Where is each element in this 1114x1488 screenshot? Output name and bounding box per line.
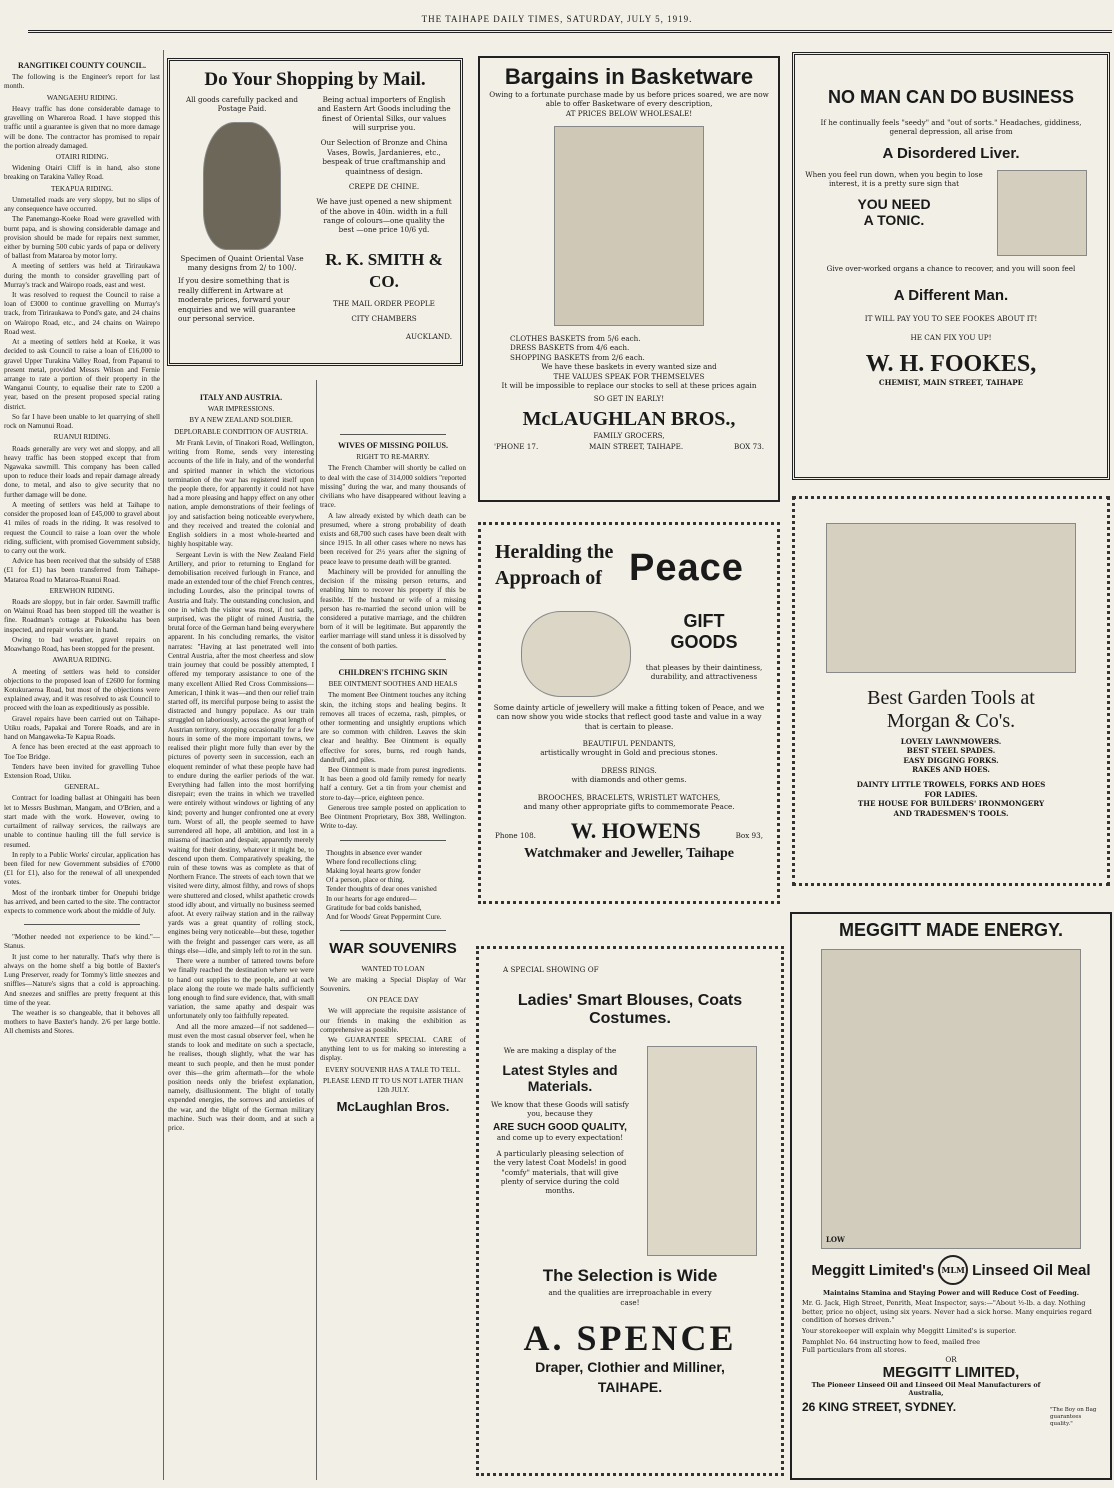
howens-title2: Approach of	[495, 567, 602, 589]
fookes-title: NO MAN CAN DO BUSINESS	[827, 87, 1074, 107]
poem-line: Thoughts in absence ever wander	[326, 848, 423, 857]
council-column	[4, 58, 160, 1478]
rksmith-name: R. K. SMITH & CO.	[325, 249, 443, 291]
rksmith-sub1: THE MAIL ORDER PEOPLE	[333, 298, 435, 308]
rksmith-vase-caption: Specimen of Quaint Oriental Vase many designs from 2/ to 100/.	[180, 253, 304, 273]
italy-sub2: BY A NEW ZEALAND SOLDIER.	[189, 416, 293, 425]
basketware-title: Bargains in Basketware	[504, 64, 754, 89]
awarua-text-2: Gravel repairs have been carried out on Taihape-Utiku roads, Papakai and Torere Roads, and are in hand on Mangaweka-Te Kapua Roads.	[4, 714, 160, 742]
ruanui-text-2: A meeting of settlers was held at Taihape to consider the proposed loan of £45,000 to gravel about 41 miles of roads in the riding. It was resolved to request the Council to raise a loan over the whole riding, sufficient, with promised Government subsidy, to carry out the work.	[4, 500, 160, 555]
howens-title1: Heralding the	[495, 541, 614, 563]
wangaehu-heading: WANGAEHU RIDING.	[46, 93, 118, 102]
howens-phone: Phone 108.	[495, 831, 536, 841]
fookes-ad	[792, 52, 1110, 480]
meggitt-particulars: Full particulars from all stores.	[802, 1346, 907, 1355]
poem-line: Making loyal hearts grow fonder	[326, 867, 421, 875]
howens-brooches: BROOCHES, BRACELETS, WRISTLET WATCHES,	[537, 792, 721, 802]
council-title: RANGITIKEI COUNTY COUNCIL.	[18, 61, 146, 70]
fookes-different: A Different Man.	[893, 287, 1009, 305]
column-divider	[316, 380, 317, 1480]
baxter-quote: "Mother needed not experience to be kind."—Stanus.	[4, 933, 160, 951]
howens-goods: GOODS	[670, 632, 738, 652]
poem-line: Tender thoughts of dear ones vanished	[326, 885, 437, 894]
rksmith-packed: All goods carefully packed and Postage Paid.	[185, 95, 299, 114]
wives-text-1: The French Chamber will shortly be called on to deal with the case of 314,000 soldiers "reported missing" during the war, and many thousands of civilians who have disappeared without leaving a trace.	[320, 464, 466, 510]
italy-title: ITALY AND AUSTRIA.	[199, 393, 283, 402]
baxter-text: It just come to her naturally. That's why there is always on the home shelf a big bottle of Baxter's Lung Preserver, ready for Tommy's little sneezes and sniffles—Nature's signs that a cold is approaching. And sneezes and sniffles are pretty frequent at this time of the year.	[4, 952, 160, 1007]
spence-selection-desc: A particularly pleasing selection of the very latest Coat Models! in good "comfy" materials, that will give plenty of service during the cold months.	[493, 1148, 627, 1196]
itching-text-2: Bee Ointment is made from purest ingredients. It has been a good old family remedy for nearly half a century. Get a tin from your chemist and store to-day—price, eighteen pence.	[320, 766, 466, 802]
souvenirs-tale: EVERY SOUVENIR HAS A TALE TO TELL.	[325, 1065, 461, 1074]
meggitt-makers: The Pioneer Linseed Oil and Linseed Oil Meal Manufacturers of Australia,	[811, 1381, 1041, 1398]
spence-come: and come up to every expectation!	[496, 1133, 624, 1143]
meggitt-ad	[790, 912, 1112, 1480]
tired-man-image	[997, 170, 1087, 256]
souvenirs-peace: ON PEACE DAY	[367, 996, 419, 1005]
general-text-3: Most of the ironbark timber for Onepuhi bridge has arrived, and been carted to the site. The contractor expects to commence work about the middle of July.	[4, 888, 160, 916]
souvenirs-text-3: We GUARANTEE SPECIAL CARE of anything lent to us for making so interesting a display.	[320, 1036, 466, 1063]
general-text-2: In reply to a Public Works' circular, application has been filed for new Government subsidies of £7000 (£1 for £1), also for the renewal of all unexpended votes.	[4, 850, 160, 887]
howens-gift: GIFT	[683, 611, 725, 631]
otairi-heading: OTAIRI RIDING.	[55, 152, 109, 161]
masthead-rule	[28, 30, 1112, 33]
morgan-item: FOR LADIES.	[924, 789, 978, 799]
spence-title1: Ladies' Smart Blouses, Coats	[517, 992, 743, 1010]
spence-wide: The Selection is Wide	[542, 1266, 718, 1286]
italy-column	[168, 390, 314, 1480]
rksmith-shipment: We have just opened a new shipment of the above in 40in. width in a full range of colours—one quality the best —one price 10/6 yd.	[316, 197, 452, 235]
souvenirs-text-1: We are making a Special Display of War Souvenirs.	[320, 975, 466, 993]
souvenirs-title: WAR SOUVENIRS	[329, 940, 457, 958]
morgan-item: THE HOUSE FOR BUILDERS' IRONMONGERY	[857, 799, 1045, 809]
erewhon-text-2: Owing to bad weather, gravel repairs on Moawhango Road, has been stopped for the present.	[4, 635, 160, 654]
souvenirs-sign: McLaughlan Bros.	[336, 1099, 450, 1115]
oriental-vase-image	[203, 122, 281, 250]
town-crier-image	[554, 126, 704, 326]
rksmith-sub2: CITY CHAMBERS	[351, 314, 417, 324]
meggitt-boy: "The Boy on Bag guarantees quality."	[1050, 1406, 1097, 1427]
lawnmower-image	[826, 523, 1076, 673]
fookes-pay: IT WILL PAY YOU TO SEE FOOKES ABOUT IT!	[864, 314, 1038, 324]
meggitt-brand: Meggitt Limited's	[811, 1261, 935, 1279]
italy-text-4: And all the more amazed—if not saddened—must even the most casual observer feel, when he stands to look and meditate on such a spectacle, he realises, though slightly, what the war has meant to such people, and then he must ponder over this—the grim aftermath—for the whole position needs only the briefest explanation, namely, disillusionment. The blight of totally expended energies, the sorrows and anxieties of the war, and the blight of the German military machine. Such was their doom, and at such a price.	[168, 1022, 314, 1133]
poem	[320, 849, 466, 923]
fookes-address: CHEMIST, MAIN STREET, TAIHAPE	[878, 377, 1024, 387]
masthead: THE TAIHAPE DAILY TIMES, SATURDAY, JULY 5, 1919.	[421, 14, 693, 24]
basketware-phone: 'PHONE 17.	[494, 441, 539, 451]
general-heading: GENERAL.	[64, 783, 100, 792]
itching-text-1: The moment Bee Ointment touches any itching skin, the itching stops and healing begins. It removes all traces of eczema, rash, pimples, or other tormenting and unsightly eruptions which are so common with children. Leaves the skin clear and healthy. Bee Ointment is equally effective for sores, burns, red rough hands, dandruff, and piles.	[320, 691, 466, 764]
basketware-street: MAIN STREET, TAIHAPE.	[589, 441, 684, 451]
rksmith-selection: Our Selection of Bronze and China Vases, Bowls, Jardanieres, etc., bespeak of true craftmanship and quaintness of design.	[320, 138, 448, 176]
rksmith-importers: Being actual importers of English and Eastern Art Goods including the finest of Oriental Silks, our values will surprise you.	[317, 95, 451, 133]
spence-town: TAIHAPE.	[597, 1379, 663, 1396]
poem-line: Gratitude for bad colds banished,	[326, 903, 422, 912]
awarua-text-4: Tenders have been invited for gravelling Tuhoe Extension Road, Utiku.	[4, 762, 160, 780]
tekapua-text-2: The Panemango-Koeke Road were gravelled with burnt papa, and is showing considerable damage and provision should be made for repairs next summer, either by burning 500 cubic yards of papa or delivery of ballast from Mataroa by motor lorry.	[4, 215, 160, 261]
horse-rider-image	[821, 949, 1081, 1249]
spence-irreproachable: and the qualities are irreproachable in every case!	[548, 1288, 712, 1307]
basketware-item: SHOPPING BASKETS from 2/6 each.	[510, 352, 645, 362]
ruanui-text: Roads generally are very wet and sloppy, and all heavy traffic has been stopped except that from Ngawaka sawmill. This company has been called upon to reduce their loads and repair damage already done, to metal, and also to give security that no further damage will be done.	[4, 444, 160, 499]
poem-line: Where fond recollections cling;	[326, 857, 417, 866]
spence-title2: Costumes.	[589, 1010, 671, 1028]
awarua-text: A meeting of settlers was held to consider objections to the proposed loan of £2600 for forming Kotukuraeroa Road, but most of the objections were explained away, and it was resolved to ask Council to proceed with the loan as expeditiously as possible.	[4, 667, 160, 713]
poem-line: Of a person, place or thing.	[326, 876, 405, 885]
meggitt-or: OR	[945, 1354, 957, 1364]
wangaehu-text: Heavy traffic has done considerable damage to gravelling on Whareroa Road. I have stopped this traffic until a guarantee is given that no more damage will be done. The contractor has promised to repair the portion already damaged.	[4, 104, 160, 150]
tekapua-heading: TEKAPUA RIDING.	[51, 184, 113, 193]
italy-text-2: Sergeant Levin is with the New Zealand Field Artillery, and prior to returning to England for demobilisation received furlough in France, and made an extended tour of the chief French centres, including Lourdes, also the principal towns of Austria and Italy. The outstanding conclusion, and one in which the visitor was most, if not sadly, surprised, was the plight of ruined Austria, the brutal force of the German hand being everywhere apparent. In his concluding remarks, the visitor narrates: "Having at last penetrated well into Central Austria, after the most cheerless and slow train journey that could be possibly attempted, I offered my temporary assistance to one of the many excellent Allied Red Cross Commissions—American, I think it was—and then our relief train started off, its merciful purpose being to assist the distracted and hungry populace. As our train struggled on laboriously, across the great length of Austrian territory, stopping occasionally for a few hours in some of the more important towns, we realised their plight more fully than ever by the pictures of poverty seen in succession, each an eloquent reminder of what these people have had to endure during the earlier periods of the war. Everything had fallen into the most horrifying disrepair; even the trains in which we travelled were entirely without windows or lighting of any kind; poverty and hunger confronted one at every turn. Worst of all, the people seemed to have surrendered all hope, all ambition, and lost in a miasma of inaction and despair, apparently merely waiting for their destiny, whatever it might be, to descend upon them. Comparatively speaking, the ruin of these towns was as complete as that of Northern France. The streets of each town that we visited were dirty, almost filthy, and rows of shops were shuttered and closed, whilst apathetic crowds stood idly about, and virtually no business seemed afoot. At every railway station and in the railway yards was a great quantity of rolling stock, engines being very noticeable—but these, together with the freight and passenger cars were, as all things else—idle, and simply left to rot in the sun.	[168, 550, 314, 955]
rksmith-desire: If you desire something that is really different in Artware at moderate prices, forward your enquiries and we will guarantee our personal service.	[178, 276, 296, 323]
council-intro: The following is the Engineer's report for last month.	[4, 73, 160, 91]
howens-peace: Peace	[629, 547, 744, 589]
spence-know: We know that these Goods will satisfy you, because they	[491, 1099, 629, 1119]
fookes-recover: Give over-worked organs a chance to recover, and you will soon feel	[826, 263, 1076, 273]
fookes-rundown: When you feel run down, when you begin to lose interest, it is a pretty sure sign that	[805, 169, 983, 189]
howens-pendants-desc: artistically wrought in Gold and precious stones.	[540, 748, 718, 758]
morgan-item: EASY DIGGING FORKS.	[903, 755, 999, 765]
meggitt-storekeeper: Your storekeeper will explain why Meggitt Limited's is superior.	[802, 1327, 1017, 1336]
meggitt-name: MEGGITT LIMITED,	[882, 1364, 1020, 1382]
spence-ad	[476, 946, 784, 1476]
basketware-ad	[478, 56, 780, 502]
howens-rings: DRESS RINGS.	[601, 765, 657, 775]
fookes-need2: A TONIC.	[863, 212, 925, 229]
spence-quality: ARE SUCH GOOD QUALITY,	[493, 1122, 627, 1134]
italy-text-3: There were a number of tattered towns before we finally reached the destination where we were to hand out supplies to the people, and at each place along the route we made halts sufficiently long enough to find sure evidence, that, with small variation, the same apathy and despair was unfortunately only too faithfully repeated.	[168, 957, 314, 1021]
howens-pleases: that pleases by their daintiness, durability, and attractiveness	[645, 663, 763, 682]
meggitt-testimonial: Mr. G. Jack, High Street, Penrith, Meat Inspector, says:—"About ½-lb. a day. Nothing better, price no object, using six years. Never had a sick horse. Many enquiries regard condition of horses driven."	[802, 1299, 1092, 1325]
meggitt-address: 26 KING STREET, SYDNEY.	[802, 1399, 957, 1414]
spence-latest2: Materials.	[527, 1077, 593, 1094]
howens-rings-desc: with diamonds and other gems.	[571, 775, 687, 785]
italy-text-1: Mr Frank Levin, of Tinakori Road, Wellington, writing from Rome, sends very interesting accounts of the life in Italy, and of the wonderful and spirited manner in which the victorious termination of the war has registered itself upon the people there, for apparently it could not have had a more pleasing and happy effect on any other nation, ample demonstrations of their feelings of joy and satisfaction being noticeable everywhere, and they received and treated the colonial and English soldiers in a most whole-hearted and highly hospitable way.	[168, 438, 314, 549]
rksmith-title: Do Your Shopping by Mail.	[204, 69, 426, 90]
wives-title: WIVES OF MISSING POILUS.	[338, 441, 448, 450]
meggitt-pamphlet: Pamphlet No. 64 instructing how to feed, mailed free	[802, 1337, 980, 1346]
general-text: Contract for loading ballast at Ohingaiti has been let to Messrs Bushman, Mangam, and O'Brien, and a start made with the work. However, owing to curtailment of railway services, the railways are unable to continue hauling till the full service is resumed.	[4, 794, 160, 849]
erewhon-text: Roads are sloppy, but in fair order. Sawmill traffic on Wainui Road has been stopped till the weather is fine. Roadman's cottage at Pukeokahu has been inspected, and repair works are in hand.	[4, 598, 160, 634]
itching-text-3: Generous tree sample posted on application to Bee Ointment Proprietary, Box 388, Wellington. Write to-day.	[320, 803, 466, 831]
wives-column	[320, 390, 466, 1480]
basketware-name: McLAUGHLAN BROS.,	[522, 407, 736, 430]
morgan-item: AND TRADESMEN'S TOOLS.	[893, 808, 1009, 818]
ruanui-heading: RUANUI RIDING.	[53, 433, 111, 442]
morgan-item: LOVELY LAWNMOWERS.	[900, 737, 1002, 746]
spence-trade: Draper, Clothier and Milliner,	[535, 1359, 725, 1376]
meggitt-low: LOW	[826, 1235, 845, 1244]
fookes-seedy: If he continually feels "seedy" and "out of sorts." Headaches, giddiness, general depression, all arise from	[820, 118, 1082, 137]
rksmith-ad	[167, 58, 463, 366]
tekapua-text-6: So far I have been unable to let quarrying of shell rock on Namunui Road.	[4, 412, 160, 431]
howens-box: Box 93,	[735, 831, 763, 841]
morgan-title1: Best Garden Tools at	[867, 687, 1035, 709]
wives-text-3: Machinery will be provided for annulling the decision if the missing person returns, and enabling him to recover his property if this be feasible. If the husband or wife of a missing person has re-married the second union will be considered a putative marriage, and the children born of it will be legitimate. But apparently the earlier marriage will stand unless it is dissolved by the consent of both parties.	[320, 567, 466, 650]
basketware-item: DRESS BASKETS from 4/6 each.	[510, 343, 630, 353]
ruanui-text-3: Advice has been received that the subsidy of £588 (£1 for £1) has been transferred from Taihape-Mataroa Road to Mataroa-Ruanui Road.	[4, 557, 160, 584]
wives-sub: RIGHT TO RE-MARRY.	[356, 453, 430, 462]
basketware-sizes: We have these baskets in every wanted size and	[541, 362, 717, 372]
spence-display: We are making a display of the	[503, 1046, 617, 1056]
basketware-box: BOX 73.	[733, 441, 764, 451]
mlm-logo-icon: MLM	[938, 1255, 968, 1285]
rksmith-crepe: CREPE DE CHINE.	[348, 181, 420, 191]
souvenirs-wanted: WANTED TO LOAN	[361, 964, 425, 973]
howens-brooches-desc: and many other appropriate gifts to commemorate Peace.	[523, 801, 735, 811]
howens-ad	[478, 522, 780, 904]
howens-pendants: BEAUTIFUL PENDANTS,	[582, 739, 676, 749]
itching-sub: BEE OINTMENT SOOTHES AND HEALS	[328, 680, 458, 689]
basketware-values: THE VALUES SPEAK FOR THEMSELVES	[553, 371, 705, 381]
basketware-item: CLOTHES BASKETS from 5/6 each.	[510, 334, 641, 344]
souvenirs-lend: PLEASE LEND IT TO US NOT LATER THAN 12th JULY.	[322, 1076, 464, 1095]
itching-title: CHILDREN'S ITCHING SKIN	[338, 667, 448, 677]
poem-line: In our hearts for age endured—	[326, 894, 417, 903]
rings-image	[521, 611, 631, 697]
basketware-grocers: FAMILY GROCERS,	[593, 430, 665, 440]
poem-line: And for Woods' Great Peppermint Cure.	[326, 913, 442, 922]
howens-dainty: Some dainty article of jewellery will make a fitting token of Peace, and we can now show you wide stocks that reflect good taste and value in a way that is certain to please.	[493, 703, 765, 731]
rksmith-sub3: AUCKLAND.	[405, 331, 452, 341]
awarua-text-3: A fence has been erected at the east approach to Toe Toe Bridge.	[4, 743, 160, 761]
column-divider	[163, 50, 164, 1480]
fookes-need1: YOU NEED	[857, 196, 931, 213]
italy-sub1: WAR IMPRESSIONS.	[207, 405, 275, 414]
morgan-item: BEST STEEL SPADES.	[906, 746, 996, 756]
otairi-text: Widening Otairi Cliff is in hand, also stone breaking on Tarakina Valley Road.	[4, 164, 160, 182]
basketware-early: SO GET IN EARLY!	[593, 394, 665, 404]
basketware-replace: It will be impossible to replace our stocks to sell at these prices again	[501, 380, 757, 390]
baxter-text-2: The weather is so changeable, that it behoves all mothers to have Baxter's handy. 2/6 per large bottle. All chemists and Stores.	[4, 1009, 160, 1036]
erewhon-heading: EREWHON RIDING.	[49, 586, 115, 595]
fookes-name: W. H. FOOKES,	[865, 350, 1037, 377]
meggitt-title: MEGGITT MADE ENERGY.	[838, 920, 1063, 940]
spence-name: A. SPENCE	[523, 1318, 737, 1359]
tekapua-text-5: At a meeting of settlers held at Koeke, it was decided to ask Council to raise a loan of £16,000 to gravel Upper Turakina Valley Road, from Papanui to present metal, provided Messrs Wilson and Fernie arrange to rate a portion of their property in the Wanganui County, to equalise their rate to £200 a year, based on the present proposed special rating district.	[4, 338, 160, 411]
morgan-title2: Morgan & Co's.	[886, 710, 1016, 732]
fookes-liver: A Disordered Liver.	[882, 144, 1020, 162]
morgan-item: DAINTY LITTLE TROWELS, FORKS AND HOES	[856, 780, 1046, 790]
fookes-fix: HE CAN FIX YOU UP!	[910, 333, 992, 343]
tekapua-text-4: It was resolved to request the Council to raise a loan of £3000 to continue gravelling on Murray's track, from Tiriraukawa to Pond's gate, and 24 chains on Wairopo Road, etc., and 24 chains on Wairepo Road west.	[4, 291, 160, 336]
meggitt-product: Linseed Oil Meal	[972, 1261, 1091, 1279]
spence-showing: A SPECIAL SHOWING OF	[503, 965, 599, 974]
howens-name: W. HOWENS	[570, 818, 701, 844]
lady-blouse-image	[647, 1046, 757, 1256]
howens-trade: Watchmaker and Jeweller, Taihape	[523, 845, 735, 861]
tekapua-text: Unmetalled roads are very sloppy, but no slips of any consequence have occurred.	[4, 195, 160, 214]
souvenirs-text-2: We will appreciate the requisite assistance of our friends in making the exhibition as comprehensive as possible.	[320, 1007, 466, 1034]
tekapua-text-3: A meeting of settlers was held at Tiriraukawa during the month to consider gravelling part of Murray's track and Wairopo roads, east and west.	[4, 262, 160, 289]
wives-text-2: A law already existed by which death can be presumed, where a strong probability of death exists and 68,700 such cases have been dealt with since 1915. In all other cases where no news has been received for 2½ years after the signing of peace leave to presume death will be granted.	[320, 511, 466, 566]
italy-sub3: DEPLORABLE CONDITION OF AUSTRIA.	[174, 427, 308, 436]
awarua-heading: AWARUA RIDING.	[52, 656, 112, 665]
basketware-intro: Owing to a fortunate purchase made by us before prices soared, we are now able to offer Basketware of every description,	[489, 90, 769, 109]
morgan-item: RAKES AND HOES.	[912, 765, 990, 775]
spence-latest1: Latest Styles and	[502, 1061, 618, 1078]
meggitt-stamina: Maintains Stamina and Staying Power and will Reduce Cost of Feeding.	[823, 1289, 1079, 1297]
basketware-prices: AT PRICES BELOW WHOLESALE!	[565, 108, 693, 118]
morgan-ad	[792, 496, 1110, 886]
